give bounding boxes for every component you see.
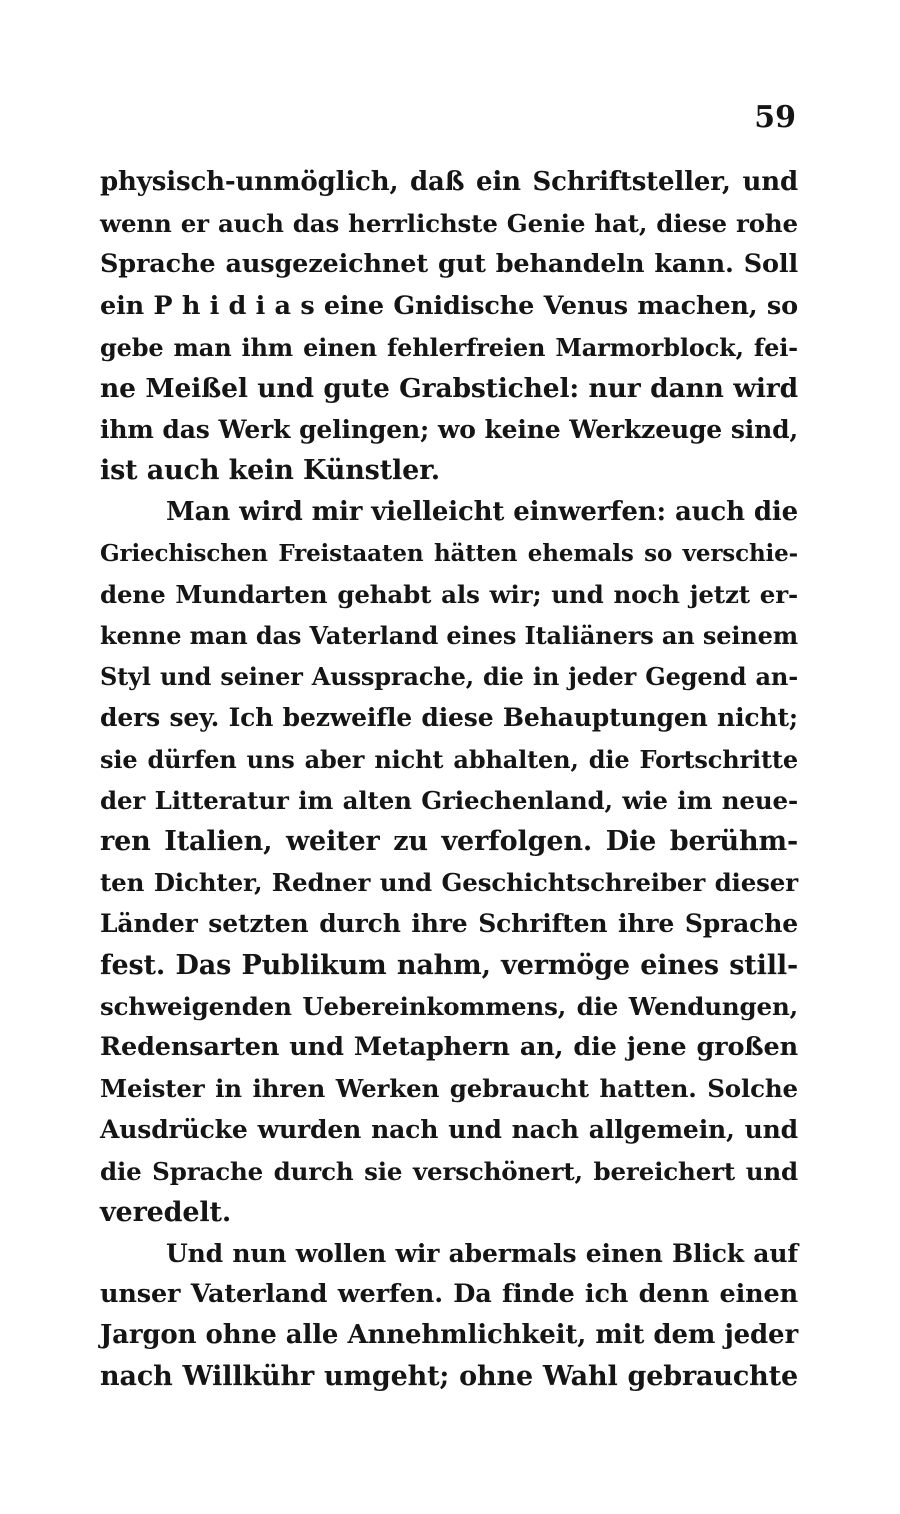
text-line: Styl und seiner Aussprache, die in jeder Gegend an-	[100, 662, 798, 692]
text-line: dene Mundarten gehabt als wir; und noch jetzt er-	[100, 579, 798, 609]
text-line: veredelt.	[100, 1196, 232, 1228]
text-line: ren Italien, weiter zu verfolgen. Die berühm-	[100, 826, 798, 857]
text-line: sie dürfen uns aber nicht abhalten, die Fortschritte	[100, 744, 798, 774]
text-line: nach Willkühr umgeht; ohne Wahl gebrauchte	[100, 1361, 798, 1393]
text-line: physisch-unmöglich, daß ein Schriftsteller, und	[100, 167, 798, 197]
text-line: ein P h i d i a s eine Gnidische Venus machen, so	[100, 290, 798, 321]
text-line: ders sey. Ich bezweifle diese Behauptungen nicht;	[100, 703, 798, 733]
text-line: ihm das Werk gelingen; wo keine Werkzeuge sind,	[100, 415, 798, 445]
text-line: der Litteratur im alten Griechenland, wie im neue-	[100, 785, 798, 815]
text-line: ist auch kein Künstler.	[100, 455, 441, 487]
text-line: Griechischen Freistaaten hätten ehemals so verschie-	[100, 539, 798, 567]
text-line: Und nun wollen wir abermals einen Blick auf	[166, 1238, 798, 1268]
text-line: wenn er auch das herrlichste Genie hat, diese rohe	[100, 209, 798, 239]
text-line: Meister in ihren Werken gebraucht hatten. Solche	[100, 1074, 798, 1104]
text-line: Man wird mir vielleicht einwerfen: auch die	[166, 496, 798, 527]
body-text	[100, 162, 798, 1398]
page-number: 59	[754, 100, 796, 135]
text-line: unser Vaterland werfen. Da finde ich denn einen	[100, 1279, 798, 1310]
text-line: Länder setzten durch ihre Schriften ihre Sprache	[100, 909, 798, 939]
text-line: Ausdrücke wurden nach und nach allgemein, und	[100, 1115, 798, 1145]
text-line: Redensarten und Metaphern an, die jene großen	[100, 1031, 798, 1062]
text-line: die Sprache durch sie verschönert, bereichert und	[100, 1156, 798, 1186]
text-line: gebe man ihm einen fehlerfreien Marmorblock, fei-	[100, 332, 798, 362]
text-line: ten Dichter, Redner und Geschichtschreiber dieser	[100, 868, 798, 898]
text-line: ne Meißel und gute Grabstichel: nur dann wird	[100, 372, 798, 404]
text-line: kenne man das Vaterland eines Italiäners an seinem	[100, 621, 798, 651]
text-line: Jargon ohne alle Annehmlichkeit, mit dem jeder	[100, 1320, 798, 1351]
text-line: fest. Das Publikum nahm, vermöge eines still-	[100, 949, 798, 981]
text-line: schweigenden Uebereinkommens, die Wendungen,	[100, 991, 798, 1021]
text-line: Sprache ausgezeichnet gut behandeln kann. Soll	[100, 249, 798, 280]
